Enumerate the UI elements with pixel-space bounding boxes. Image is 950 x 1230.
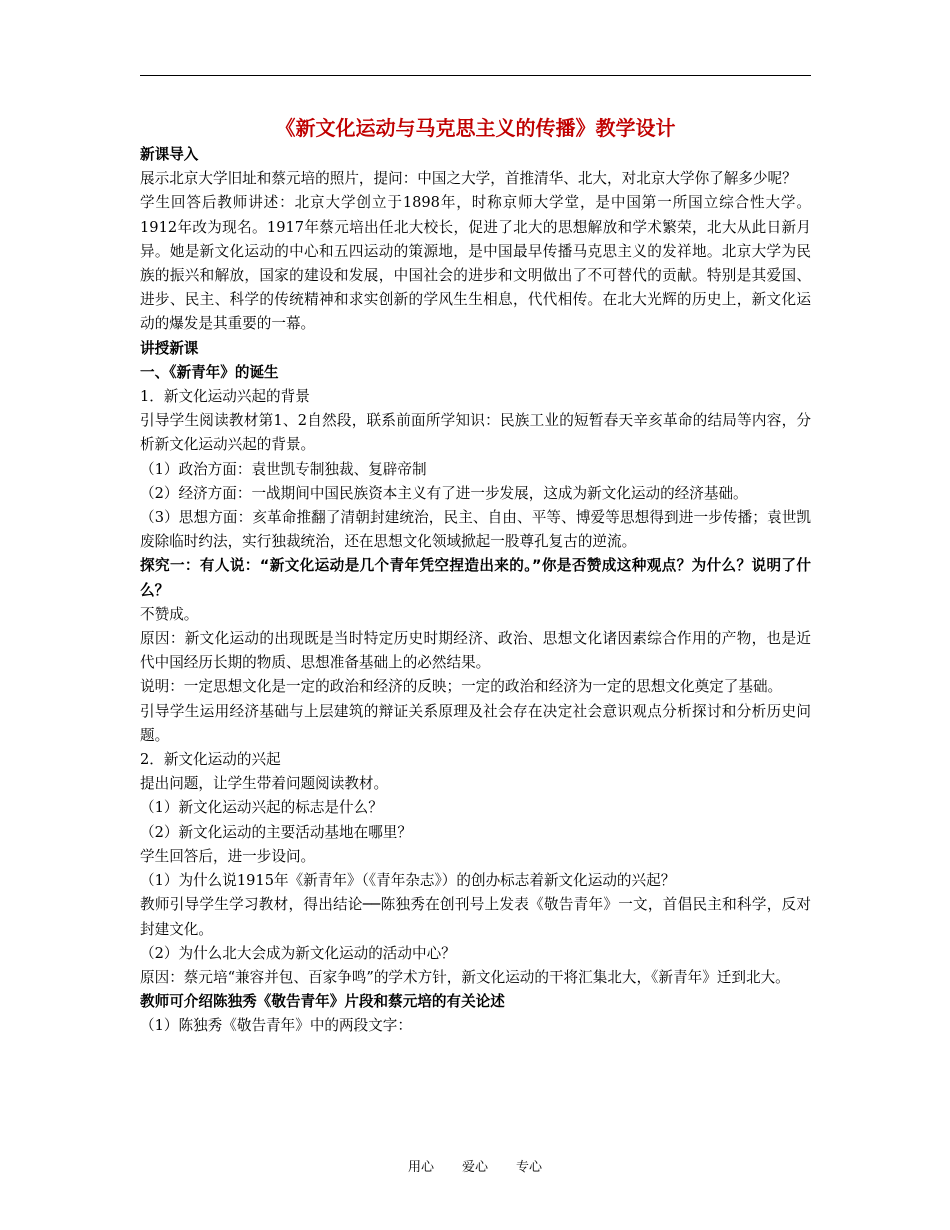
header-rule — [140, 75, 811, 76]
body-paragraph: （2）为什么北大会成为新文化运动的活动中心？ — [140, 944, 456, 962]
body-paragraph: 展示北京大学旧址和蔡元培的照片，提问：中国之大学，首推清华、北大，对北京大学你了解多少呢？ — [140, 170, 797, 188]
body-paragraph: 原因：新文化运动的出现既是当时特定历史时期经济、政治、思想文化诸因素综合作用的产物，也是近代中国经历长期的物质、思想准备基础上的必然结果。 — [140, 630, 811, 672]
body-paragraph: （1）为什么说1915年《新青年》（《青年杂志》）的创办标志着新文化运动的兴起？ — [140, 872, 676, 890]
footer-word: 专心 — [516, 1160, 543, 1175]
footer-word: 爱心 — [461, 1160, 488, 1175]
body-paragraph: 提出问题，让学生带着问题阅读教材。 — [140, 775, 389, 793]
body-paragraph: 原因：蔡元培“兼容并包、百家争鸣”的学术方针，新文化运动的干将汇集北大，《新青年》迁到北大。 — [140, 968, 790, 986]
section-heading: 探究一：有人说：“新文化运动是几个青年凭空捏造出来的。”你是否赞成这种观点？为什么？说明了什么？ — [140, 557, 811, 599]
body-paragraph: （2）经济方面：一战期间中国民族资本主义有了进一步发展，这成为新文化运动的经济基础。 — [140, 484, 748, 502]
body-paragraph: 教师引导学生学习教材，得出结论──陈独秀在创刊号上发表《敬告青年》一文，首倡民主和科学，反对封建文化。 — [140, 896, 811, 938]
body-paragraph: 引导学生运用经济基础与上层建筑的辩证关系原理及社会存在决定社会意识观点分析探讨和分析历史问题。 — [140, 702, 811, 744]
body-paragraph: （1）政治方面：袁世凯专制独裁、复辟帝制 — [140, 460, 427, 478]
section-heading: 教师可介绍陈独秀《敬告青年》片段和蔡元培的有关论述 — [140, 993, 505, 1011]
body-paragraph: （1）陈独秀《敬告青年》中的两段文字： — [140, 1017, 412, 1035]
body-paragraph: 2．新文化运动的兴起 — [140, 751, 281, 769]
document-body — [140, 143, 811, 1039]
section-heading: 讲授新课 — [140, 339, 199, 357]
document-title: 《新文化运动与马克思主义的传播》教学设计 — [275, 116, 676, 140]
body-paragraph: 学生回答后，进一步设问。 — [140, 847, 316, 865]
section-heading: 新课导入 — [140, 146, 199, 163]
body-paragraph: 1．新文化运动兴起的背景 — [140, 388, 310, 406]
body-paragraph: （3）思想方面：亥革命推翻了清朝封建统治，民主、自由、平等、博爱等思想得到进一步传播；袁世凯废除临时约法，实行独裁统治，还在思想文化领域掀起一股尊孔复古的逆流。 — [140, 509, 811, 551]
body-paragraph: （1）新文化运动兴起的标志是什么？ — [140, 799, 383, 817]
body-paragraph: 学生回答后教师讲述：北京大学创立于1898年，时称京师大学堂，是中国第一所国立综合性大学。1912年改为现名。1917年蔡元培出任北大校长，促进了北大的思想解放和学术繁荣，北大从此日新月异。她是新文化运动的中心和五四运动的策源地，是中国最早传播马克思主义的发祥地。北京大学为民族的振兴和解放，国家的建设和发展，中国社会的进步和文明做出了不可替代的贡献。特别是其爱国、进步、民主、科学的传统精神和求实创新的学风生生相息，代代相传。在北大光辉的历史上，新文化运动的爆发是其重要的一幕。 — [140, 194, 811, 333]
body-paragraph: 说明：一定思想文化是一定的政治和经济的反映；一定的政治和经济为一定的思想文化奠定了基础。 — [140, 678, 783, 696]
section-heading: 一、《新青年》的诞生 — [140, 363, 279, 381]
body-paragraph: 引导学生阅读教材第1、2自然段，联系前面所学知识：民族工业的短暂春天辛亥革命的结局等内容，分析新文化运动兴起的背景。 — [140, 412, 811, 454]
body-paragraph: 不赞成。 — [140, 605, 199, 623]
page-footer — [0, 1156, 950, 1175]
body-paragraph: （2）新文化运动的主要活动基地在哪里？ — [140, 823, 412, 841]
footer-word: 用心 — [407, 1160, 434, 1175]
